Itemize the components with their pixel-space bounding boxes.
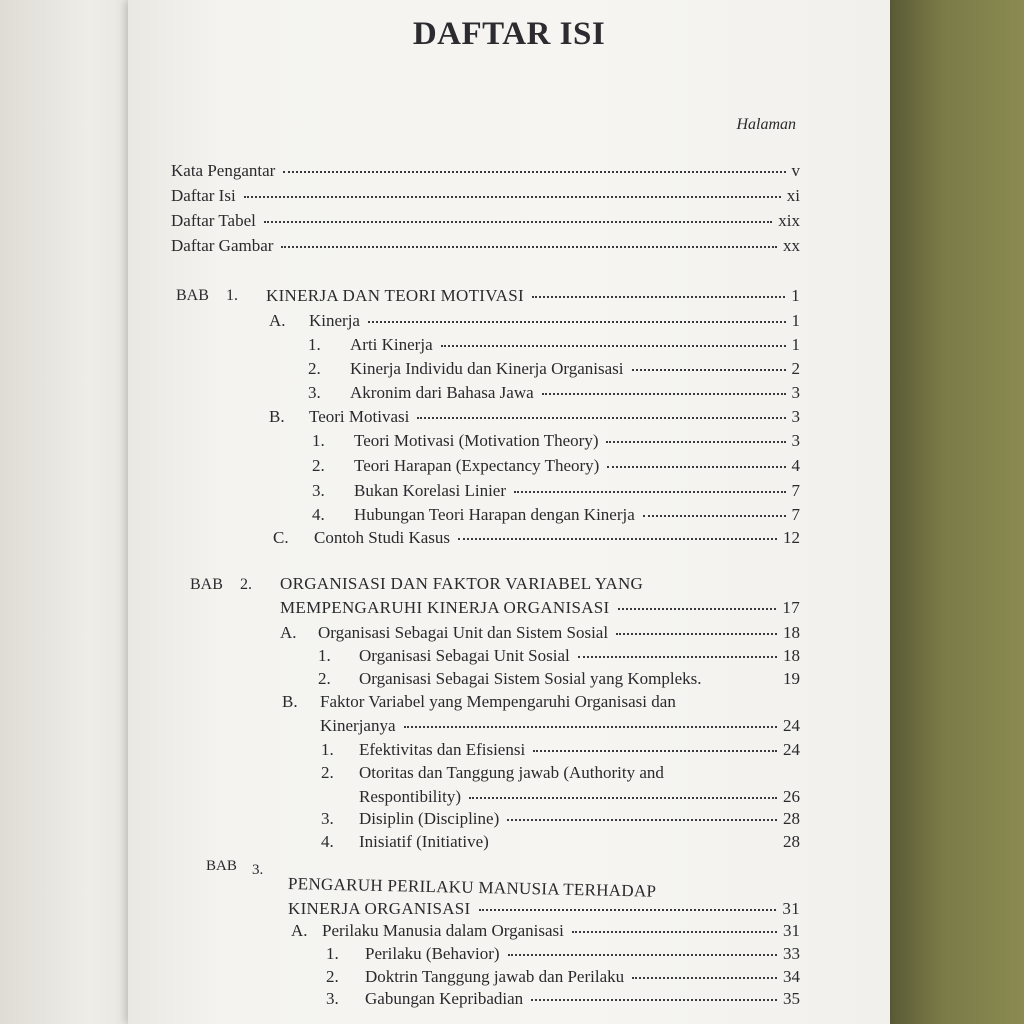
toc-row-item: Inisiatif (Initiative) 28 (359, 832, 800, 851)
item-number: 2. (312, 456, 325, 475)
section-letter: C. (273, 528, 289, 547)
toc-row-section: Kinerja 1 (309, 311, 800, 330)
item-number: 2. (318, 669, 331, 688)
toc-row-item: Hubungan Teori Harapan dengan Kinerja 7 (354, 505, 800, 524)
chapter-prefix: BAB (176, 287, 209, 304)
toc-row-section: Contoh Studi Kasus 12 (314, 528, 800, 547)
item-number: 4. (312, 505, 325, 524)
toc-row-front: Kata Pengantar v (171, 161, 800, 180)
toc-row-item: Organisasi Sebagai Sistem Sosial yang Kompleks. 19 (359, 669, 800, 688)
toc-row-item: Teori Harapan (Expectancy Theory) 4 (354, 456, 800, 475)
toc-row-section: Kinerjanya 24 (320, 716, 800, 735)
toc-row-item: Bukan Korelasi Linier 7 (354, 481, 800, 500)
toc-row-front: Daftar Isi xi (171, 186, 800, 205)
toc-row-item: Efektivitas dan Efisiensi 24 (359, 740, 800, 759)
page-title: DAFTAR ISI (412, 16, 606, 52)
item-number: 1. (318, 646, 331, 665)
chapter-number: 1. (226, 287, 238, 304)
item-number: 2. (326, 967, 339, 986)
item-number: 2. (308, 359, 321, 378)
toc-row-item: Akronim dari Bahasa Jawa 3 (350, 383, 800, 402)
toc-row-item: Teori Motivasi (Motivation Theory) 3 (354, 431, 800, 450)
section-letter: A. (269, 311, 286, 330)
item-number: 2. (321, 763, 334, 782)
chapter-2-heading-line1: ORGANISASI DAN FAKTOR VARIABEL YANG (280, 574, 644, 593)
item-label-line1: Otoritas dan Tanggung jawab (Authority and (359, 763, 664, 782)
toc-row-item: Organisasi Sebagai Unit Sosial 18 (359, 646, 800, 665)
book-page (128, 0, 890, 1024)
toc-row-section: Teori Motivasi 3 (309, 407, 800, 426)
chapter-prefix: BAB (206, 858, 237, 874)
toc-row-section: Organisasi Sebagai Unit dan Sistem Sosial 18 (318, 623, 800, 642)
chapter-3-heading-line1: PENGARUH PERILAKU MANUSIA TERHADAP (287, 874, 657, 901)
chapter-2-heading: MEMPENGARUHI KINERJA ORGANISASI 17 (280, 598, 800, 617)
section-letter: B. (269, 407, 285, 426)
section-letter: A. (280, 623, 297, 642)
toc-row-item: Disiplin (Discipline) 28 (359, 809, 800, 828)
chapter-3-heading: KINERJA ORGANISASI 31 (288, 899, 800, 918)
item-number: 1. (308, 335, 321, 354)
item-number: 1. (312, 431, 325, 450)
toc-row-item: Gabungan Kepribadian 35 (365, 989, 800, 1008)
toc-row-front: Daftar Tabel xix (171, 211, 800, 230)
chapter-number: 2. (240, 576, 252, 593)
item-number: 4. (321, 832, 334, 851)
section-letter: A. (291, 921, 308, 940)
background-surface (890, 0, 1024, 1024)
toc-row-item: Kinerja Individu dan Kinerja Organisasi 2 (350, 359, 800, 378)
toc-row-item: Respontibility) 26 (359, 787, 800, 806)
toc-row-item: Perilaku (Behavior) 33 (365, 944, 800, 963)
item-number: 3. (308, 383, 321, 402)
chapter-prefix: BAB (190, 576, 223, 593)
chapter-number: 3. (252, 862, 264, 878)
item-number: 1. (326, 944, 339, 963)
toc-row-front: Daftar Gambar xx (171, 236, 800, 255)
toc-row-section: Perilaku Manusia dalam Organisasi 31 (322, 921, 800, 940)
item-number: 1. (321, 740, 334, 759)
section-label-line1: Faktor Variabel yang Mempengaruhi Organisasi dan (320, 692, 676, 711)
chapter-1-heading: KINERJA DAN TEORI MOTIVASI 1 (266, 286, 800, 305)
toc-row-item: Doktrin Tanggung jawab dan Perilaku 34 (365, 967, 800, 986)
halaman-label: Halaman (736, 116, 796, 133)
item-number: 3. (312, 481, 325, 500)
section-letter: B. (282, 692, 298, 711)
item-number: 3. (326, 989, 339, 1008)
item-number: 3. (321, 809, 334, 828)
toc-row-item: Arti Kinerja 1 (350, 335, 800, 354)
